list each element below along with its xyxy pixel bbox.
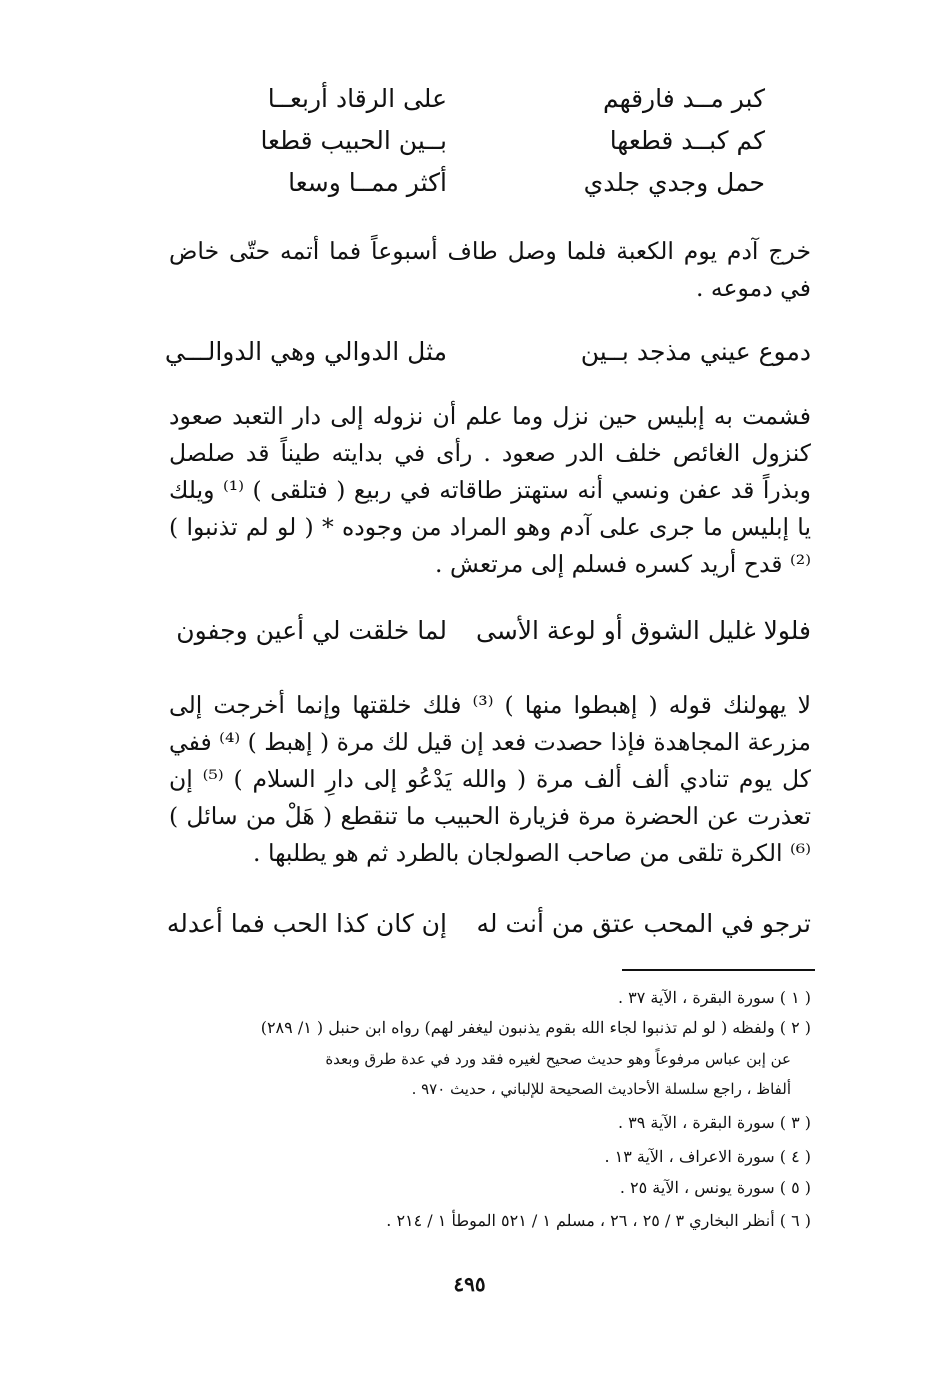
- verse-3-first: فلولا غليل الشوق أو لوعة الأسى: [476, 616, 811, 645]
- footnote-2-continuation-2: ألفاظ ، راجع سلسلة الأحاديث الصحيحة للإلباني ، حديث ٩٧٠ .: [411, 1080, 791, 1098]
- verse-2-first: دموع عيني مذجد بــين: [580, 337, 811, 366]
- footnote-2: ( ٢ ) ولفظه ( لو لم تذنبوا لجاء الله بقوم يذنبون ليغفر لهم) رواه ابن حنبل ( ١/ ٢٨٩): [260, 1018, 811, 1037]
- paragraph-iblis: فشمت به إبليس حين نزل وما علم أن نزوله إلى دار التعبد صعود كنزول الغائص خلف الدر صعود . رأى في بدايته طيناً قد صلصل وبذراً قد عفن ونسي أنه ستهتز طاقاته في ربيع ( فتلقى ) ⁽¹⁾ ويلك يا إبليس ما جرى على آدم وهو المراد من وجوده * ( لو لم تذنبوا ) ⁽²⁾ قدح أريد كسره فسلم إلى مرتعش .: [169, 402, 811, 578]
- page-number: ٤٩٥: [453, 1272, 486, 1296]
- verse-4-second: إن كان كذا الحب فما أعدله: [166, 909, 447, 938]
- poem-line-1-first: كبر مــد فارقهم: [602, 84, 765, 113]
- footnote-6: ( ٦ ) أنظر البخاري ٣ / ٢٥ ، ٢٦ ، مسلم ١ / ٥٢١ الموطأ ١ / ٢١٤ .: [386, 1211, 811, 1230]
- paragraph-descend: لا يهولنك قوله ( إهبطوا منها ) ⁽³⁾ فلك خلقتها وإنما أخرجت إلى مزرعة المجاهدة فإذا حصدت فعد إن قيل لك مرة ( إهبط ) ⁽⁴⁾ ففي كل يوم تنادي ألف ألف مرة ( والله يَدْعُو إلى دارِ السلام ) ⁽⁵⁾ إن تعذرت عن الحضرة مرة فزيارة الحبيب ما تنقطع ( هَلْ من سائل ) ⁽⁶⁾ الكرة تلقى من صاحب الصولجان بالطرد ثم هو يطلبها .: [168, 691, 811, 867]
- footnote-2-continuation: عن إبن عباس مرفوعاً وهو حديث صحيح لغيره فقد ورد في عدة طرق وبعدة: [325, 1050, 791, 1068]
- poem-line-1-second: على الرقاد أربعــا: [267, 84, 447, 113]
- footnote-3: ( ٣ ) سورة البقرة ، الآية ٣٩ .: [617, 1113, 811, 1132]
- poem-line-3-second: أكثر ممــا وسعا: [288, 168, 447, 197]
- poem-line-3-first: حمل وجدي جلدي: [583, 168, 765, 197]
- verse-2-second: مثل الدوالي وهي الدوالـــي: [164, 337, 447, 366]
- verse-4-first: ترجو في المحب عتق من أنت له: [476, 909, 811, 938]
- poem-line-2-first: كم كبــد قطعها: [609, 126, 765, 155]
- footnote-4: ( ٤ ) سورة الاعراف ، الآية ١٣ .: [604, 1147, 811, 1166]
- footnote-1: ( ١ ) سورة البقرة ، الآية ٣٧ .: [617, 988, 811, 1007]
- paragraph-adam-kaaba: خرج آدم يوم الكعبة فلما وصل طاف أسبوعاً فما أتمه حتّى خاض في دموعه .: [169, 237, 811, 302]
- verse-3-second: لما خلقت لي أعين وجفون: [176, 616, 447, 645]
- footnote-separator: [622, 969, 815, 971]
- poem-line-2-second: بــين الحبيب قطعا: [260, 126, 447, 155]
- footnote-5: ( ٥ ) سورة يونس ، الآية ٢٥ .: [619, 1178, 811, 1197]
